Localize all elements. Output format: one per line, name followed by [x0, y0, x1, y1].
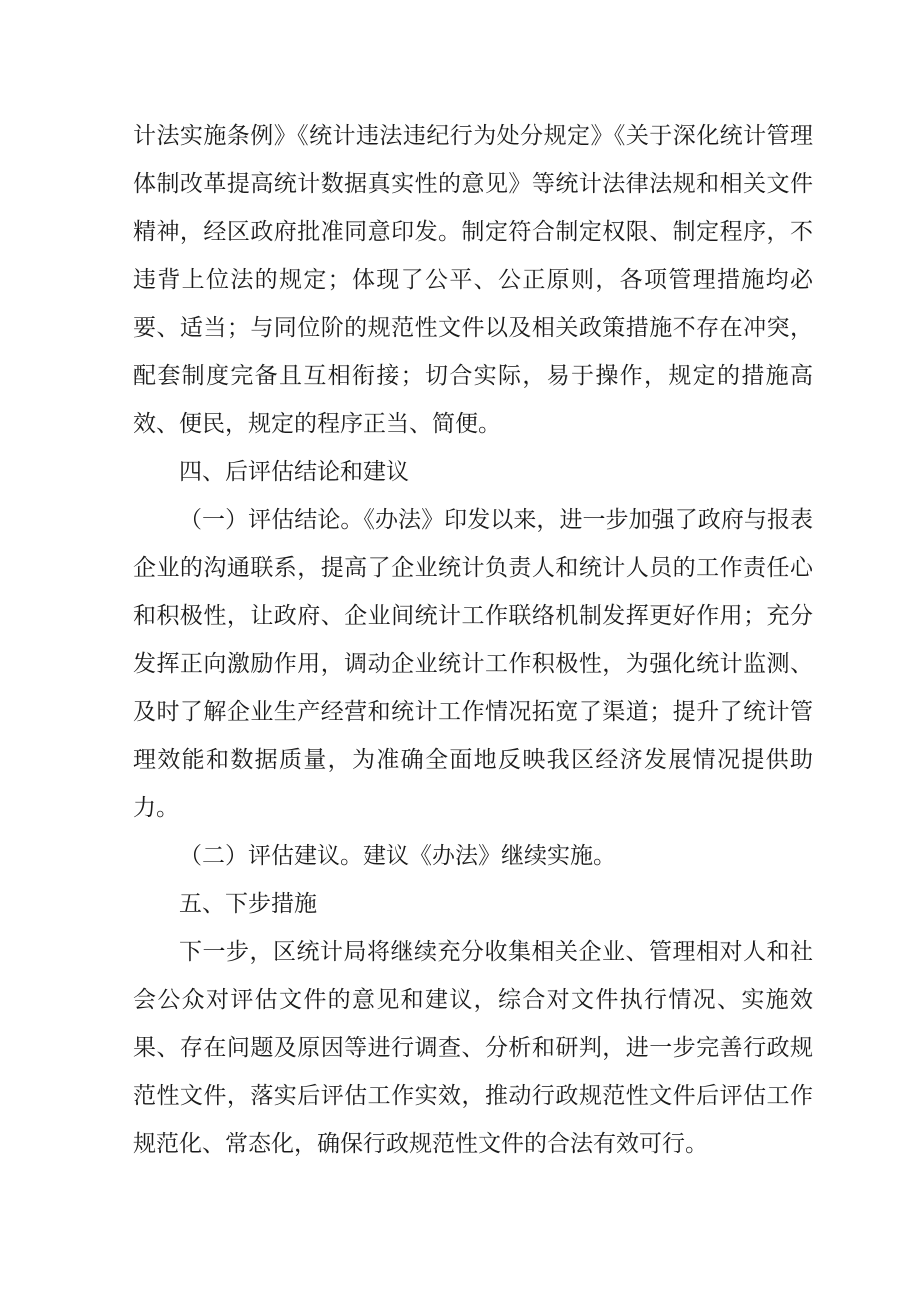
document-body — [133, 112, 813, 1168]
section-heading-four: 四、后评估结论和建议 — [179, 459, 409, 485]
section-heading-five: 五、下步措施 — [179, 891, 317, 917]
paragraph-continuation: 计法实施条例》《统计违法违纪行为处分规定》《关于深化统计管理体制改革提高统计数据真实性的意见》等统计法律法规和相关文件精神，经区政府批准同意印发。制定符合制定权限、制定程序，不违背上位法的规定；体现了公平、公正原则，各项管理措施均必要、适当；与同位阶的规范性文件以及相关政策措施不存在冲突，配套制度完备且互相衔接；切合实际，易于操作，规定的措施高效、便民，规定的程序正当、简便。 — [133, 123, 813, 437]
paragraph-evaluation-suggestion: （二）评估建议。建议《办法》继续实施。 — [179, 843, 616, 869]
paragraph-next-steps: 下一步，区统计局将继续充分收集相关企业、管理相对人和社会公众对评估文件的意见和建议，综合对文件执行情况、实施效果、存在问题及原因等进行调查、分析和研判，进一步完善行政规范性文件，落实后评估工作实效，推动行政规范性文件后评估工作规范化、常态化，确保行政规范性文件的合法有效可行。 — [133, 939, 813, 1157]
paragraph-evaluation-conclusion: （一）评估结论。《办法》印发以来，进一步加强了政府与报表企业的沟通联系，提高了企业统计负责人和统计人员的工作责任心和积极性，让政府、企业间统计工作联络机制发挥更好作用；充分发挥正向激励作用，调动企业统计工作积极性，为强化统计监测、及时了解企业生产经营和统计工作情况拓宽了渠道；提升了统计管理效能和数据质量，为准确全面地反映我区经济发展情况提供助力。 — [133, 507, 813, 821]
